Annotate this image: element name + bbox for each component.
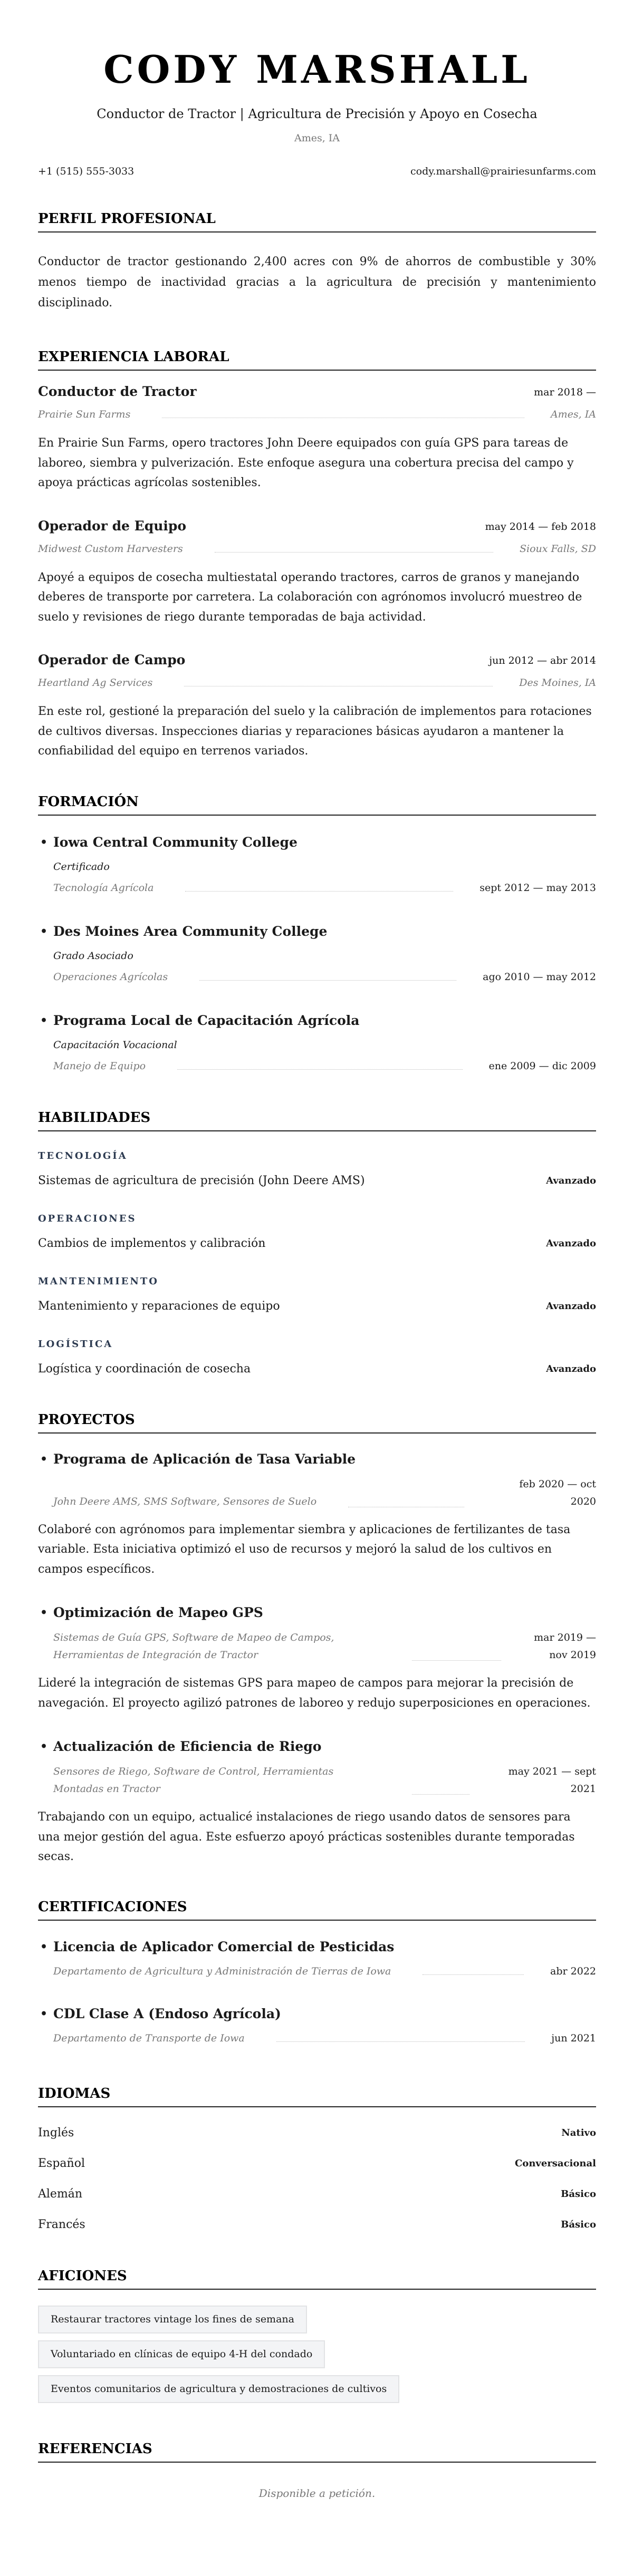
- language-row: [38, 2186, 596, 2202]
- skill-level: Avanzado: [546, 1363, 596, 1374]
- section-title: PROYECTOS: [38, 1412, 596, 1434]
- skill-category: TECNOLOGÍA: [38, 1150, 128, 1161]
- references-text: Disponible a petición.: [258, 2486, 376, 2500]
- project-technologies: Sensores de Riego, Software de Control, Herramientas Montadas en Tractor: [53, 1766, 334, 1795]
- section-title: EXPERIENCIA LABORAL: [38, 349, 596, 371]
- education-section: [38, 794, 596, 1073]
- language-name: Alemán: [38, 2187, 83, 2201]
- skill-category: MANTENIMIENTO: [38, 1275, 159, 1287]
- section-title: AFICIONES: [38, 2268, 596, 2290]
- certification-name: CDL Clase A (Endoso Agrícola): [53, 2006, 281, 2021]
- project-description: Colaboré con agrónomos para implementar siembra y aplicaciones de fertilizantes de tasa variable. Esta iniciativa optimizó el uso de recursos y mejoró la salud de los cultivos en campos específicos.: [38, 1523, 571, 1576]
- project-description: Trabajando con un equipo, actualicé instalaciones de riego usando datos de sensores para una mejor gestión del agua. Este esfuerzo apoyó prácticas sostenibles durante temporadas secas.: [38, 1810, 575, 1863]
- skill-row: [38, 1299, 596, 1314]
- job-dates: jun 2012 — abr 2014: [489, 655, 596, 666]
- bullet-icon: •: [40, 1013, 48, 1028]
- project-dates: may 2021 — sept 2021: [508, 1766, 596, 1795]
- skill-category: OPERACIONES: [38, 1213, 137, 1224]
- dotted-leader: [215, 552, 493, 553]
- email-link[interactable]: cody.marshall@prairiesunfarms.com: [410, 166, 596, 177]
- certification-date: jun 2021: [551, 2032, 596, 2044]
- project-entry: [38, 1604, 596, 1713]
- summary-text: Conductor de tractor gestionando 2,400 acres con 9% de ahorros de combustible y 30% menos tiempo de inactividad gracias a la agricultura de precisión y mantenimiento disciplinado.: [38, 255, 596, 309]
- bullet-icon: •: [40, 835, 48, 849]
- skill-row: [38, 1236, 596, 1252]
- headline: Conductor de Tractor | Agricultura de Precisión y Apoyo en Cosecha: [97, 106, 538, 121]
- job-title: Conductor de Tractor: [38, 384, 197, 399]
- degree: Capacitación Vocacional: [53, 1039, 177, 1051]
- project-entry: [38, 1451, 596, 1580]
- dotted-leader: [185, 891, 453, 892]
- languages-section: [38, 2086, 596, 2233]
- school-name: Des Moines Area Community College: [53, 923, 328, 939]
- company: Prairie Sun Farms: [38, 409, 131, 420]
- job-location: Des Moines, IA: [519, 677, 596, 689]
- job-dates: mar 2018 —: [534, 386, 596, 398]
- job-description: Apoyé a equipos de cosecha multiestatal operando tractores, carros de granos y manejando deberes de transporte por carretera. La colaboración con agrónomos involucró muestreo de suelo y revisiones de riego durante temporadas de baja actividad.: [38, 570, 582, 624]
- skill-category: LOGÍSTICA: [38, 1338, 113, 1350]
- skill-row: [38, 1361, 596, 1377]
- language-level: Básico: [561, 2188, 596, 2200]
- section-title: HABILIDADES: [38, 1110, 596, 1131]
- project-name: Programa de Aplicación de Tasa Variable: [53, 1451, 356, 1467]
- hobby-tag: Voluntariado en clínicas de equipo 4-H del condado: [38, 2340, 325, 2368]
- skill-name: Cambios de implementos y calibración: [38, 1236, 266, 1250]
- school-name: Programa Local de Capacitación Agrícola: [53, 1012, 360, 1028]
- language-level: Nativo: [561, 2127, 596, 2138]
- hobby-tag: Restaurar tractores vintage los fines de semana: [38, 2306, 307, 2333]
- skill-level: Avanzado: [546, 1175, 596, 1186]
- skill-name: Logística y coordinación de cosecha: [38, 1362, 251, 1376]
- hobbies-section: [38, 2268, 596, 2410]
- degree: Grado Asociado: [53, 950, 133, 962]
- school-name: Iowa Central Community College: [53, 834, 298, 850]
- dotted-leader: [423, 1974, 524, 1975]
- dotted-leader: [276, 2041, 525, 2042]
- project-dates: feb 2020 — oct 2020: [519, 1478, 596, 1507]
- education-entry: [38, 923, 596, 984]
- certification-date: abr 2022: [550, 1965, 596, 1977]
- job-dates: may 2014 — feb 2018: [485, 520, 596, 532]
- education-entry: [38, 834, 596, 895]
- field-of-study: Operaciones Agrícolas: [53, 971, 168, 983]
- skill-level: Avanzado: [546, 1237, 596, 1249]
- field-of-study: Manejo de Equipo: [53, 1060, 146, 1072]
- section-title: REFERENCIAS: [38, 2441, 596, 2463]
- bullet-icon: •: [40, 1606, 48, 1620]
- contact-row: [38, 163, 596, 179]
- degree: Certificado: [53, 860, 110, 873]
- project-entry: [38, 1738, 596, 1867]
- hobby-tag: Eventos comunitarios de agricultura y demostraciones de cultivos: [38, 2375, 399, 2403]
- job-entry: [38, 383, 596, 493]
- projects-section: [38, 1412, 596, 1867]
- bullet-icon: •: [40, 1740, 48, 1754]
- education-dates: ene 2009 — dic 2009: [488, 1060, 596, 1072]
- experience-section: [38, 349, 596, 761]
- certification-name: Licencia de Aplicador Comercial de Pesticidas: [53, 1939, 395, 1954]
- dotted-leader: [412, 1794, 469, 1795]
- references-section: [38, 2441, 596, 2501]
- certification-entry: [38, 1939, 596, 1978]
- section-title: IDIOMAS: [38, 2086, 596, 2107]
- bullet-icon: •: [40, 1940, 48, 1954]
- education-dates: ago 2010 — may 2012: [483, 971, 596, 983]
- job-location: Ames, IA: [550, 409, 596, 420]
- job-title: Operador de Equipo: [38, 518, 187, 534]
- language-row: [38, 2125, 596, 2141]
- language-name: Inglés: [38, 2126, 74, 2139]
- project-name: Optimización de Mapeo GPS: [53, 1605, 263, 1620]
- bullet-icon: •: [40, 2007, 48, 2021]
- job-entry: [38, 518, 596, 627]
- job-description: En este rol, gestioné la preparación del suelo y la calibración de implementos para rotaciones de cultivos diversas. Inspecciones diarias y reparaciones básicas ayudaron a mantener la confiabilidad del equipo en terrenos variados.: [38, 705, 592, 758]
- bullet-icon: •: [40, 924, 48, 938]
- language-row: [38, 2217, 596, 2233]
- hobby-tags: [38, 2306, 596, 2410]
- job-location: Sioux Falls, SD: [520, 543, 596, 555]
- location: Ames, IA: [294, 132, 340, 144]
- company: Heartland Ag Services: [38, 677, 153, 689]
- project-dates: mar 2019 — nov 2019: [534, 1632, 596, 1661]
- dotted-leader: [199, 980, 456, 981]
- summary-section: [38, 211, 596, 313]
- bullet-icon: •: [40, 1452, 48, 1466]
- skills-section: [38, 1110, 596, 1377]
- certification-entry: [38, 2006, 596, 2045]
- resume-header: [38, 47, 596, 179]
- candidate-name: CODY MARSHALL: [103, 47, 531, 92]
- certification-issuer: Departamento de Transporte de Iowa: [53, 2032, 245, 2044]
- phone: +1 (515) 555-3033: [38, 166, 135, 177]
- section-title: CERTIFICACIONES: [38, 1899, 596, 1921]
- dotted-leader: [412, 1660, 501, 1661]
- project-name: Actualización de Eficiencia de Riego: [53, 1739, 322, 1754]
- language-name: Español: [38, 2156, 85, 2170]
- job-entry: [38, 652, 596, 761]
- skill-level: Avanzado: [546, 1300, 596, 1312]
- language-level: Conversacional: [514, 2157, 596, 2169]
- section-title: PERFIL PROFESIONAL: [38, 211, 596, 233]
- education-entry: [38, 1012, 596, 1073]
- language-row: [38, 2156, 596, 2172]
- section-title: FORMACIÓN: [38, 794, 596, 816]
- skill-name: Mantenimiento y reparaciones de equipo: [38, 1299, 280, 1313]
- language-level: Básico: [561, 2219, 596, 2230]
- job-title: Operador de Campo: [38, 652, 186, 667]
- company: Midwest Custom Harvesters: [38, 543, 183, 555]
- project-technologies: John Deere AMS, SMS Software, Sensores de Suelo: [53, 1495, 317, 1507]
- certification-issuer: Departamento de Agricultura y Administración de Tierras de Iowa: [53, 1965, 391, 1977]
- project-technologies: Sistemas de Guía GPS, Software de Mapeo de Campos, Herramientas de Integración de Tractor: [53, 1632, 334, 1661]
- language-name: Francés: [38, 2217, 85, 2231]
- skill-name: Sistemas de agricultura de precisión (John Deere AMS): [38, 1174, 365, 1187]
- education-dates: sept 2012 — may 2013: [479, 882, 596, 894]
- field-of-study: Tecnología Agrícola: [53, 882, 154, 894]
- job-description: En Prairie Sun Farms, opero tractores John Deere equipados con guía GPS para tareas de laboreo, siembra y pulverización. Este enfoque asegura una cobertura precisa del campo y apoya prácticas agrícolas sostenibles.: [38, 437, 574, 489]
- skill-row: [38, 1173, 596, 1189]
- dotted-leader: [177, 1069, 462, 1070]
- certifications-section: [38, 1899, 596, 2045]
- project-description: Lideré la integración de sistemas GPS para mapeo de campos para mejorar la precisión de navegación. El proyecto agilizó patrones de laboreo y redujo superposiciones en operaciones.: [38, 1677, 591, 1710]
